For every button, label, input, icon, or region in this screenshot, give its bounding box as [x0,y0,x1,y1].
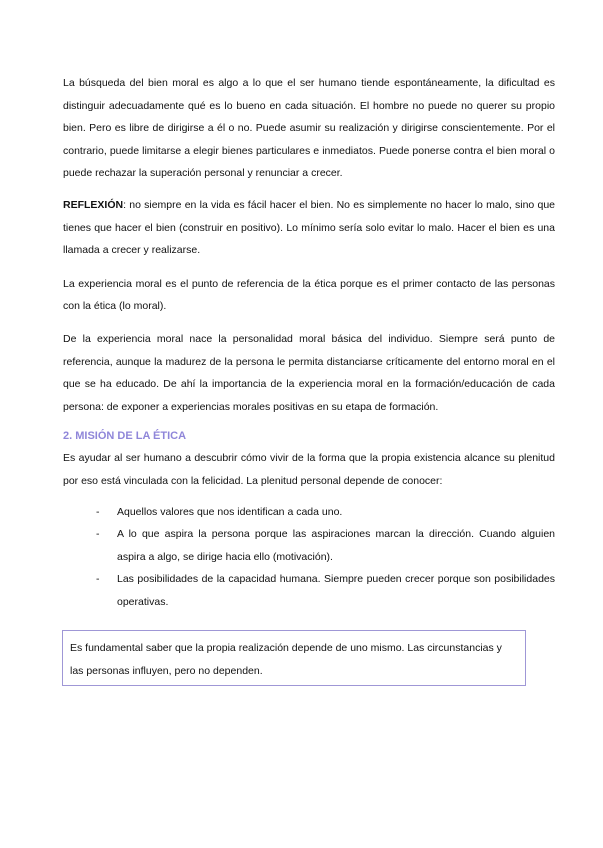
list-item-text: A lo que aspira la persona porque las aspiraciones marcan la dirección. Cuando alguien aspira a algo, se dirige hacia ello (motivación). [117,528,555,563]
callout-box [62,630,526,686]
paragraph-reflexion [63,194,555,262]
list-item-text: Las posibilidades de la capacidad humana. Siempre pueden crecer porque son posibilidades operativas. [117,573,555,608]
reflexion-text: : no siempre en la vida es fácil hacer el bien. No es simplemente no hacer lo malo, sino que tienes que hacer el bien (construir en positivo). Lo mínimo sería solo evitar lo malo. Hacer el bien es una llamada a crecer y realizarse. [63,198,555,257]
list-item [63,568,555,613]
bullet-marker: - [96,573,100,586]
paragraph-personalidad-moral: De la experiencia moral nace la personalidad moral básica del individuo. Siempre será punto de referencia, aunque la madurez de la persona le permita distanciarse críticamente del entorno moral en el que se ha educado. De ahí la importancia de la experiencia moral en la formación/educación de cada persona: de exponer a experiencias morales positivas en su etapa de formación. [63,332,555,413]
section-heading: 2. MISIÓN DE LA ÉTICA [63,430,187,443]
bullet-marker: - [96,505,100,518]
paragraph-mision: Es ayudar al ser humano a descubrir cómo vivir de la forma que la propia existencia alcance su plenitud por eso está vinculada con la felicidad. La plenitud personal depende de conocer: [63,452,555,487]
bullet-list [63,501,555,614]
bullet-marker: - [96,528,100,541]
document-body [63,72,555,613]
reflexion-label: REFLEXIÓN [63,198,124,211]
paragraph-experiencia-moral: La experiencia moral es el punto de referencia de la ética porque es el primer contacto de las personas con la ética (lo moral). [63,277,555,313]
paragraph-bien-moral: La búsqueda del bien moral es algo a lo que el ser humano tiende espontáneamente, la dificultad es distinguir adecuadamente qué es lo bueno en cada situación. El hombre no puede no querer su propio bien. Pero es libre de dirigirse a él o no. Puede asumir su realización y dirigirse conscientemente. Por el contrario, puede limitarse a elegir bienes particulares e inmediatos. Puede ponerse contra el bien moral o puede rechazar la superación personal y renunciar a crecer. [63,77,555,180]
list-item-text: Aquellos valores que nos identifican a cada uno. [117,505,343,518]
list-item [63,523,555,568]
list-item [63,501,555,524]
callout-text: Es fundamental saber que la propia realización depende de uno mismo. Las circunstancias y las personas influyen, pero no dependen. [70,642,502,677]
